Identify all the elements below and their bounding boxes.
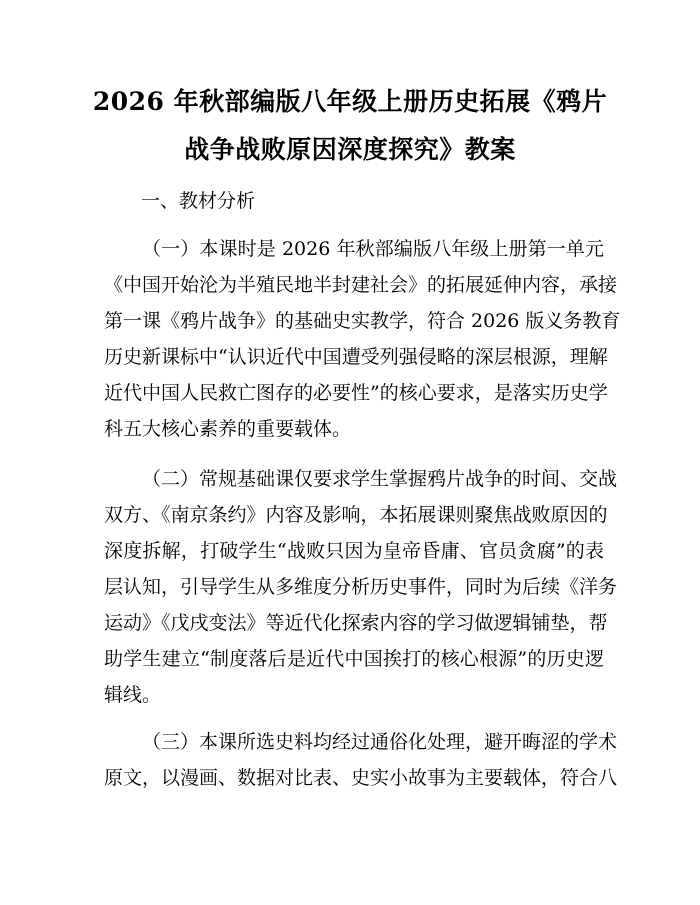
section-heading: 一、教材分析: [141, 190, 256, 212]
paragraph-line: 双方、《南京条约》内容及影响，本拓展课则聚焦战败原因的: [104, 504, 608, 526]
paragraph-1: [104, 231, 621, 447]
paragraph-line: 《中国开始沦为半殖民地半封建社会》的拓展延伸内容，承接: [104, 274, 618, 296]
paragraph-line: （三）本课所选史料均经过通俗化处理，避开晦涩的学术: [142, 731, 618, 753]
paragraph-line: 运动》《戊戌变法》等近代化探索内容的学习做逻辑铺垫，帮: [104, 612, 608, 634]
document-title-line-1: 2026 年秋部编版八年级上册历史拓展《鸦片: [92, 87, 608, 116]
paragraph-3: [104, 724, 618, 796]
paragraph-line: （二）常规基础课仅要求学生掌握鸦片战争的时间、交战: [142, 468, 618, 490]
paragraph-line: （一）本课时是 2026 年秋部编版八年级上册第一单元: [142, 238, 604, 260]
paragraph-line: 第一课《鸦片战争》的基础史实教学，符合 2026 版义务教育: [104, 310, 621, 332]
paragraph-line: 层认知，引导学生从多维度分析历史事件，同时为后续《洋务: [104, 576, 618, 598]
paragraph-line: 科五大核心素养的重要载体。: [104, 418, 352, 440]
paragraph-2: [104, 461, 618, 713]
document-title-line-2: 战争战败原因深度探究》教案: [184, 135, 516, 164]
paragraph-line: 历史新课标中“认识近代中国遭受列强侵略的深层根源，理解: [104, 346, 608, 368]
paragraph-line: 近代中国人民救亡图存的必要性”的核心要求，是落实历史学: [104, 382, 608, 404]
paragraph-line: 原文，以漫画、数据对比表、史实小故事为主要载体，符合八: [104, 767, 618, 789]
paragraph-line: 助学生建立“制度落后是近代中国挨打的核心根源”的历史逻: [104, 648, 604, 670]
paragraph-line: 深度拆解，打破学生“战败只因为皇帝昏庸、官员贪腐”的表: [104, 540, 604, 562]
paragraph-line: 辑线。: [104, 684, 162, 706]
